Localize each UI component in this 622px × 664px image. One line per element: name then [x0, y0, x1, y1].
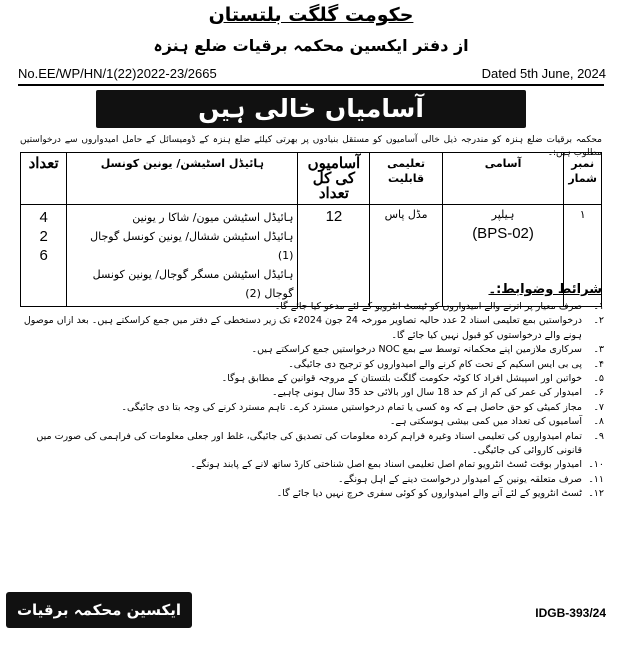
term-number: ۲۔ [593, 315, 604, 327]
serial-cell: ۱ [564, 205, 602, 307]
list-item [20, 487, 604, 501]
term-number: ۷۔ [593, 401, 604, 413]
station-item: ہائیڈل اسٹیشن میون/ شاکا ر یونین [132, 211, 294, 224]
header-qty: تعداد [21, 153, 67, 205]
document-title: حکومت گلگت بلتستان [208, 4, 414, 26]
table-header-row [21, 153, 602, 205]
post-title: ہیلپر [491, 208, 515, 221]
term-text: صرف معیار پر اترنے والے امیدواروں کو ٹیسٹ انٹرویو کے لئے مدعو کیا جائے گا۔ [274, 301, 582, 312]
vacancies-banner [96, 90, 526, 128]
qty-value: 6 [39, 247, 48, 264]
list-item [20, 458, 604, 472]
header-divider [18, 84, 604, 86]
reference-number: No.EE/WP/HN/1(22)2022-23/2665 [18, 66, 217, 81]
term-text: پی بی ایس اسکیم کے تحت کام کرنے والے امیدواروں کو ترجیح دی جائیگی۔ [288, 358, 582, 370]
header-station: ہائیڈل اسٹیشن/ یونین کونسل [67, 153, 298, 205]
list-item [20, 358, 604, 372]
term-number: ۱۲۔ [588, 488, 604, 500]
term-text: امیدوار کی عمر کی کم از کم حد 18 سال اور بالائی حد 35 سال ہونی چاہیے۔ [271, 387, 582, 399]
qty-cell [21, 205, 67, 307]
header-serial: نمبر شمار [564, 153, 602, 205]
list-item [20, 430, 604, 459]
pay-scale: (BPS-02) [472, 225, 534, 242]
terms-list [20, 300, 604, 502]
station-item: ہائیڈل اسٹیشن مسگر گوجال/ یونین کونسل گوجال (2) [92, 268, 294, 300]
term-text: امیدوار بوقت ٹسٹ انٹرویو تمام اصل تعلیمی اسناد بمع اصل شناختی کارڈ ساتھ لانے کے پابند ہونگے۔ [190, 459, 582, 471]
term-number: ۵۔ [593, 373, 604, 385]
list-item [20, 386, 604, 400]
header-total-posts: آسامیوں کی کل تعداد [298, 153, 370, 205]
list-item [20, 372, 604, 386]
term-text: خواتین اور اسپیشل افراد کا کوٹہ حکومت گلگت بلتستان کے مروجہ قوانین کے مطابق ہوگا۔ [221, 373, 582, 385]
term-text: درخواستیں بمع تعلیمی اسناد 2 عدد حالیہ تصاویر مورخہ 24 جون 2024ء تک زیر دستخطی کے دفتر میں جمع کراسکتے ہیں۔ بعد ازاں موصول ہونے والے درخواستوں کو قبول نہیں کیا جائے گا۔ [23, 315, 582, 341]
list-item [20, 473, 604, 487]
list-item [20, 401, 604, 415]
term-number: ۸۔ [593, 416, 604, 428]
term-text: صرف متعلقہ یونین کے امیدوار درخواست دینے کے اہل ہونگے۔ [338, 473, 582, 485]
date-label: Dated 5th June, 2024 [481, 66, 606, 81]
qty-value: 4 [39, 209, 48, 226]
ad-code: IDGB-393/24 [535, 606, 606, 620]
qualification-cell: مڈل پاس [370, 205, 442, 307]
term-text: سرکاری ملازمین اپنے محکمانہ توسط سے بمع NOC درخواستیں جمع کراسکتے ہیں۔ [251, 344, 582, 356]
header-post: آسامی [442, 153, 564, 205]
term-number: ۱۰۔ [588, 459, 604, 471]
station-item: ہائیڈل اسٹیشن ششال/ یونین کونسل گوجال (1) [90, 230, 294, 262]
term-text: آسامیوں کی تعداد میں کمی بیشی ہوسکتی ہے۔ [389, 416, 582, 428]
header-qualification: تعلیمی قابلیت [370, 153, 442, 205]
term-number: ۴۔ [593, 358, 604, 370]
qty-value: 2 [39, 228, 48, 245]
document-subtitle: از دفتر ایکسین محکمہ برقیات ضلع ہنزہ [153, 36, 469, 55]
banner-text: آسامیاں خالی ہیں [198, 94, 424, 123]
term-number: ۶۔ [593, 387, 604, 399]
station-cell [67, 205, 298, 307]
total-posts-cell: 12 [298, 205, 370, 307]
intro-paragraph: محکمہ برقیات ضلع ہنزہ کو مندرجہ ذیل خالی آسامیوں کو مستقل بنیادوں پر بھرتی کیلئے ضلع ہنزہ کے ڈومیسائل کے حامل امیدواروں سے درخواستیں مطلوب ہیں:۔ [20, 135, 602, 158]
terms-heading: شرائط وضوابط:۔ [488, 282, 602, 297]
term-text: ٹسٹ انٹرویو کے لئے آنے والے امیدواروں کو کوئی سفری خرچ نہیں دیا جائے گا۔ [276, 488, 582, 500]
list-item [20, 300, 604, 314]
term-number: ۳۔ [593, 344, 604, 356]
term-text: مجاز کمیٹی کو حق حاصل ہے کہ وہ کسی یا تمام درخواستیں مسترد کرے۔ تاہم مسترد کرنے کی وجہ بتا دی جائیگی۔ [121, 401, 582, 413]
term-number: ۱۱۔ [588, 473, 604, 485]
list-item [20, 314, 604, 343]
term-number: ۱۔ [593, 301, 604, 312]
list-item [20, 343, 604, 357]
term-number: ۹۔ [593, 430, 604, 442]
list-item [20, 415, 604, 429]
signature-block: ایکسین محکمہ برقیات ضلع ہنزہ [6, 592, 192, 628]
term-text: تمام امیدواروں کی تعلیمی اسناد وغیرہ فراہم کردہ معلومات کی تصدیق کی جائیگی، غلط اور جعلی معلومات کی فراہمی کی صورت میں قانونی کاروائی کی جائیگی۔ [36, 430, 582, 457]
